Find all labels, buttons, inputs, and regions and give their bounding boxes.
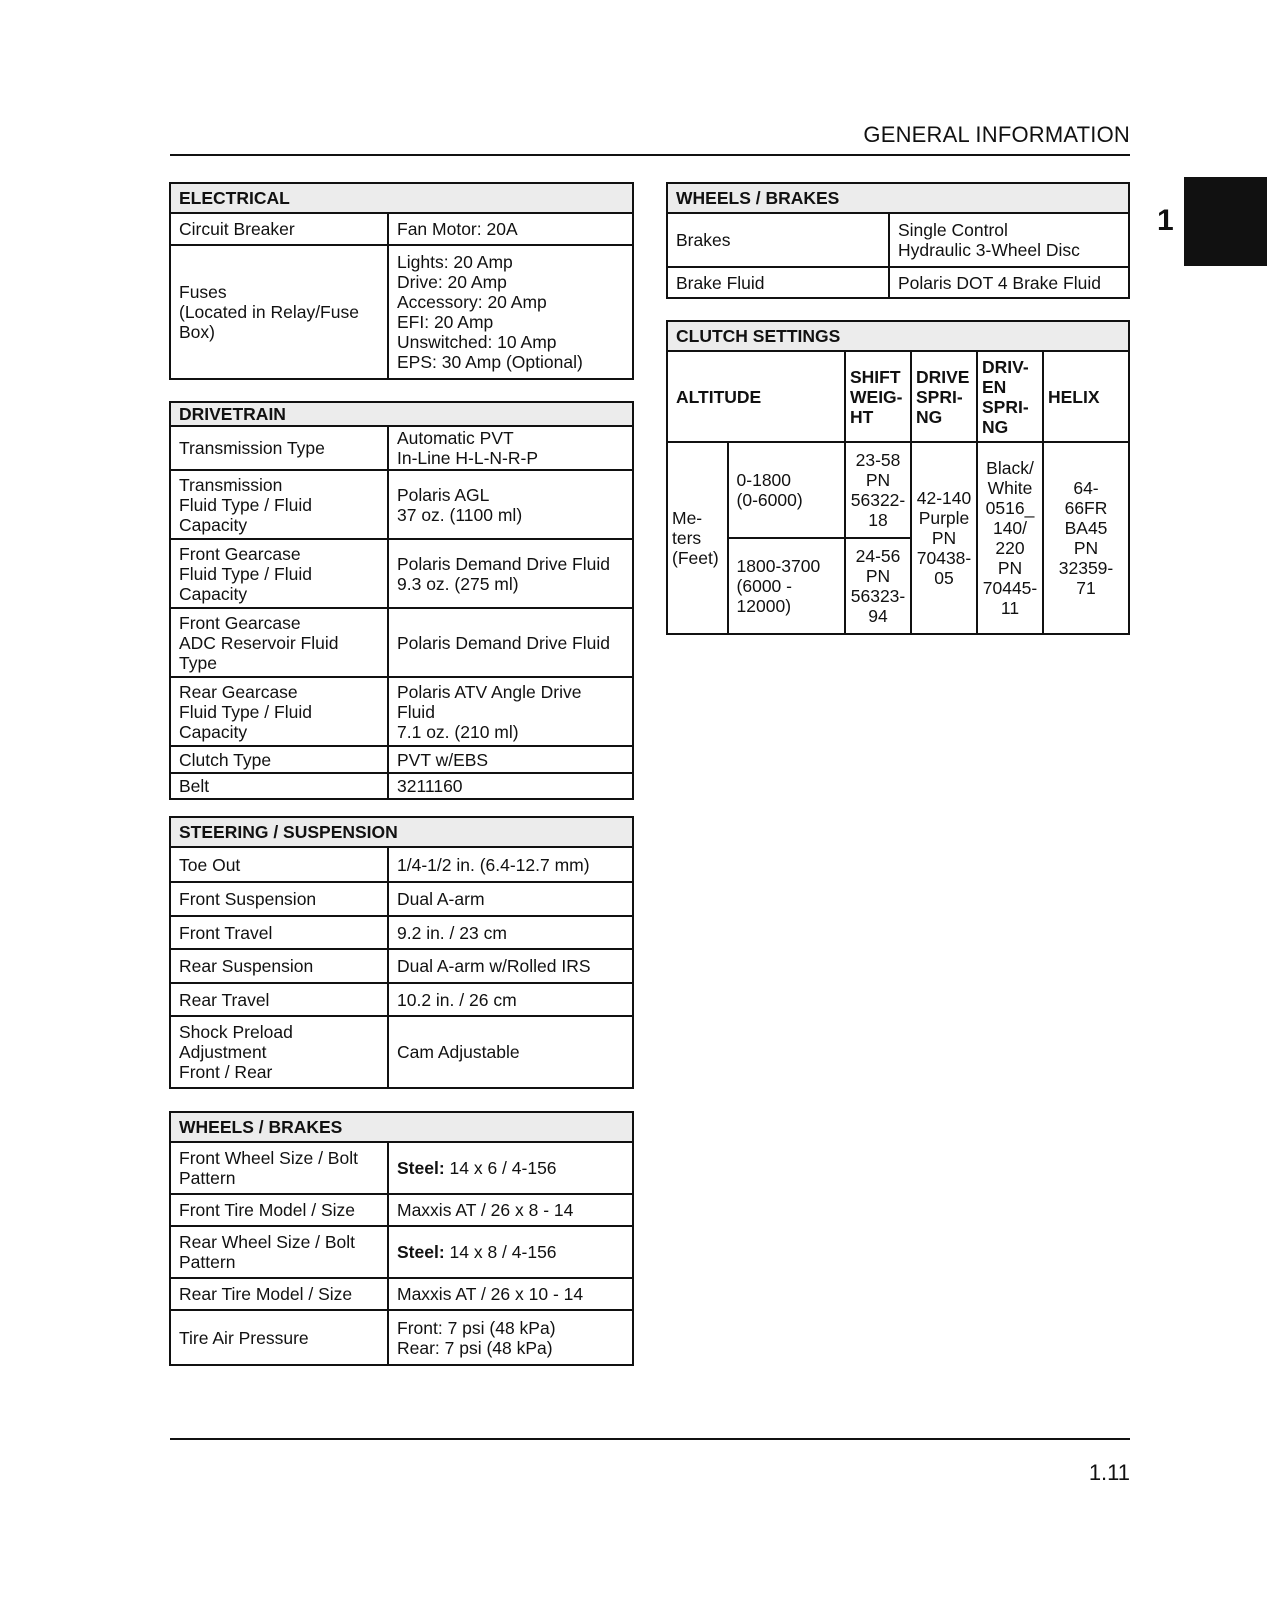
spec-value: 1/4-1/2 in. (6.4-12.7 mm): [388, 847, 633, 882]
page-number: 1.11: [1088, 1460, 1130, 1485]
table-row: [170, 882, 633, 916]
spec-value: Single Control Hydraulic 3-Wheel Disc: [889, 213, 1129, 267]
helix-header: HELIX: [1043, 351, 1129, 442]
chapter-tab: [1184, 177, 1267, 266]
spec-label: Belt: [170, 773, 388, 799]
table-row: [170, 773, 633, 799]
spec-label: Clutch Type: [170, 746, 388, 773]
spec-value: PVT w/EBS: [388, 746, 633, 773]
spec-value: Polaris DOT 4 Brake Fluid: [889, 267, 1129, 298]
spec-label: Front Tire Model / Size: [170, 1194, 388, 1226]
spec-value: Front: 7 psi (48 kPa) Rear: 7 psi (48 kPa): [388, 1310, 633, 1365]
spec-value: 9.2 in. / 23 cm: [388, 916, 633, 949]
table-row: [170, 1194, 633, 1226]
drivetrain-table: [169, 401, 634, 800]
shift-weight-header: SHIFT WEIG- HT: [845, 351, 911, 442]
spec-label: Front Travel: [170, 916, 388, 949]
spec-label: Transmission Fluid Type / Fluid Capacity: [170, 470, 388, 539]
page-header-title: GENERAL INFORMATION: [863, 122, 1130, 147]
table-row: [170, 213, 633, 245]
spec-value: Fan Motor: 20A: [388, 213, 633, 245]
table-row: [170, 470, 633, 539]
spec-value: Dual A-arm: [388, 882, 633, 916]
spec-label: Rear Wheel Size / Bolt Pattern: [170, 1226, 388, 1278]
wheels-brakes-table: [169, 1111, 634, 1366]
table-row: [170, 949, 633, 983]
spec-label: Brake Fluid: [667, 267, 889, 298]
table-row: [170, 1016, 633, 1088]
table-row: [170, 426, 633, 470]
wheels-brakes-right-table: [666, 182, 1130, 299]
table-row: [170, 847, 633, 882]
helix-value: 64- 66FR BA45 PN 32359- 71: [1043, 442, 1129, 634]
spec-label: Shock Preload Adjustment Front / Rear: [170, 1016, 388, 1088]
driven-spring-value: Black/ White 0516_ 140/ 220 PN 70445- 11: [977, 442, 1043, 634]
spec-label: Front Gearcase ADC Reservoir Fluid Type: [170, 608, 388, 677]
table-row: [170, 1226, 633, 1278]
table-row: [170, 916, 633, 949]
shift-weight-value: 24-56 PN 56323- 94: [845, 538, 911, 634]
altitude-range: 0-1800 (0-6000): [728, 442, 845, 538]
clutch-settings-table: [666, 320, 1130, 635]
clutch-title: CLUTCH SETTINGS: [667, 321, 1129, 351]
table-row: [170, 1278, 633, 1310]
drive-spring-value: 42-140 Purple PN 70438- 05: [911, 442, 977, 634]
table-row: [170, 608, 633, 677]
electrical-title: ELECTRICAL: [170, 183, 633, 213]
header-rule: [170, 154, 1130, 156]
value-text: 14 x 8 / 4-156: [444, 1242, 557, 1262]
spec-label: Toe Out: [170, 847, 388, 882]
spec-value: Polaris ATV Angle Drive Fluid 7.1 oz. (210 ml): [388, 677, 633, 746]
spec-value: Cam Adjustable: [388, 1016, 633, 1088]
steering-suspension-table: [169, 816, 634, 1089]
spec-value: [388, 1226, 633, 1278]
spec-value: [388, 1278, 633, 1310]
spec-value: Dual A-arm w/Rolled IRS: [388, 949, 633, 983]
spec-label: Transmission Type: [170, 426, 388, 470]
table-row: [170, 746, 633, 773]
table-row: [170, 245, 633, 379]
spec-value: [388, 1142, 633, 1194]
drive-spring-header: DRIVE SPRI- NG: [911, 351, 977, 442]
value-text: 14 x 6 / 4-156: [444, 1158, 557, 1178]
wheels-right-title: WHEELS / BRAKES: [667, 183, 1129, 213]
spec-label: Front Gearcase Fluid Type / Fluid Capacity: [170, 539, 388, 608]
spec-value: [388, 1194, 633, 1226]
table-row: [667, 213, 1129, 267]
value-text: Maxxis AT / 26 x 8 - 14: [397, 1200, 574, 1220]
table-row: [170, 1142, 633, 1194]
footer-rule: [170, 1438, 1130, 1440]
table-row: [170, 677, 633, 746]
spec-value: Polaris Demand Drive Fluid 9.3 oz. (275 ml): [388, 539, 633, 608]
spec-label: Circuit Breaker: [170, 213, 388, 245]
spec-label: Fuses (Located in Relay/Fuse Box): [170, 245, 388, 379]
electrical-table: [169, 182, 634, 380]
spec-label: Brakes: [667, 213, 889, 267]
value-text: Maxxis AT / 26 x 10 - 14: [397, 1284, 584, 1304]
altitude-range: 1800-3700 (6000 - 12000): [728, 538, 845, 634]
spec-value: 3211160: [388, 773, 633, 799]
spec-label: Rear Gearcase Fluid Type / Fluid Capacity: [170, 677, 388, 746]
spec-label: Rear Tire Model / Size: [170, 1278, 388, 1310]
material-prefix: Steel:: [397, 1242, 445, 1262]
table-row: [170, 1310, 633, 1365]
spec-value: Polaris Demand Drive Fluid: [388, 608, 633, 677]
spec-value: Polaris AGL 37 oz. (1100 ml): [388, 470, 633, 539]
steering-title: STEERING / SUSPENSION: [170, 817, 633, 847]
altitude-header: ALTITUDE: [667, 351, 845, 442]
material-prefix: Steel:: [397, 1158, 445, 1178]
drivetrain-title: DRIVETRAIN: [170, 402, 633, 426]
driven-spring-header: DRIV- EN SPRI- NG: [977, 351, 1043, 442]
clutch-header-row: [667, 351, 1129, 442]
spec-value: 10.2 in. / 26 cm: [388, 983, 633, 1016]
spec-label: Tire Air Pressure: [170, 1310, 388, 1365]
table-row: [667, 267, 1129, 298]
chapter-number: 1: [1157, 204, 1174, 237]
spec-label: Rear Travel: [170, 983, 388, 1016]
spec-value: Lights: 20 Amp Drive: 20 Amp Accessory: 20 Amp EFI: 20 Amp Unswitched: 10 Amp EPS: 30 Amp (Optional): [388, 245, 633, 379]
shift-weight-value: 23-58 PN 56322- 18: [845, 442, 911, 538]
table-row: [667, 442, 1129, 538]
spec-label: Rear Suspension: [170, 949, 388, 983]
wheels-left-title: WHEELS / BRAKES: [170, 1112, 633, 1142]
altitude-unit: Me- ters (Feet): [667, 442, 728, 634]
spec-label: Front Wheel Size / Bolt Pattern: [170, 1142, 388, 1194]
table-row: [170, 983, 633, 1016]
table-row: [170, 539, 633, 608]
spec-value: Automatic PVT In-Line H-L-N-R-P: [388, 426, 633, 470]
spec-label: Front Suspension: [170, 882, 388, 916]
